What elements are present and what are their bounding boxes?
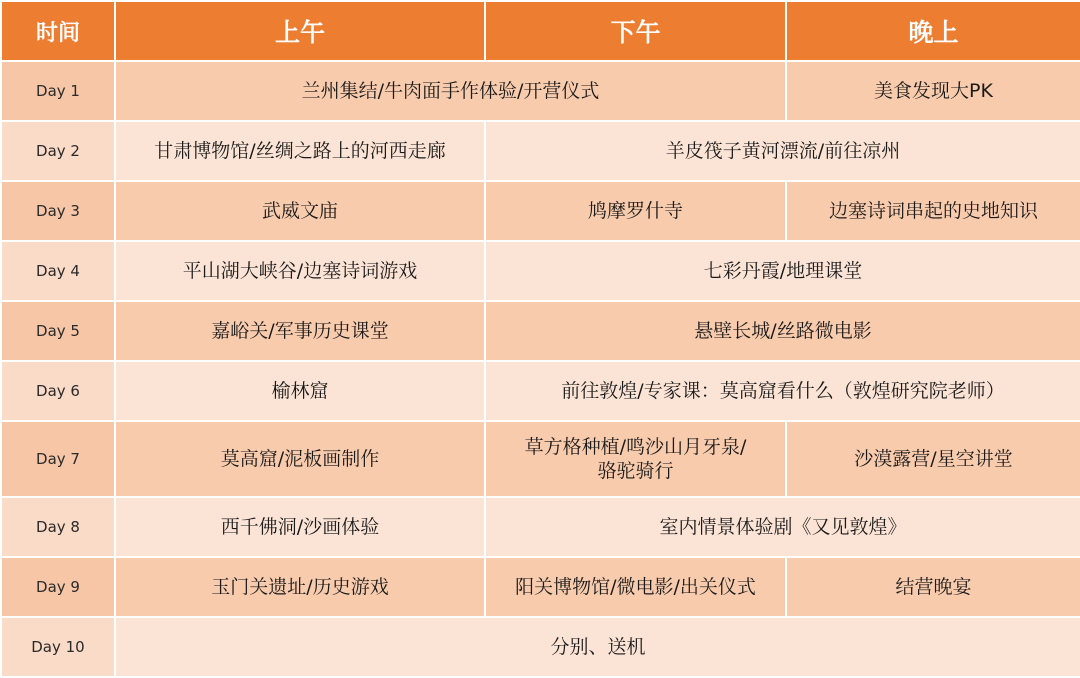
activity-morning: 甘肃博物馆/丝绸之路上的河西走廊 (115, 121, 485, 181)
activity-morning: 榆林窟 (115, 361, 485, 421)
activity-all-day: 分别、送机 (115, 617, 1080, 677)
header-row (1, 1, 1080, 61)
activity-afternoon-line-1: 草方格种植/鸣沙山月牙泉/ (524, 436, 747, 459)
activity-pm-evening: 羊皮筏子黄河漂流/前往凉州 (485, 121, 1080, 181)
table-row (1, 181, 1080, 241)
table-row (1, 121, 1080, 181)
table-row (1, 241, 1080, 301)
day-label: Day 1 (1, 61, 115, 121)
header-evening: 晚上 (786, 1, 1080, 61)
table-row (1, 361, 1080, 421)
day-label: Day 10 (1, 617, 115, 677)
activity-pm-evening: 前往敦煌/专家课：莫高窟看什么（敦煌研究院老师） (485, 361, 1080, 421)
activity-morning: 西千佛洞/沙画体验 (115, 497, 485, 557)
activity-morning: 莫高窟/泥板画制作 (115, 421, 485, 496)
header-morning: 上午 (115, 1, 485, 61)
header-time: 时间 (1, 1, 115, 61)
day-label: Day 2 (1, 121, 115, 181)
activity-morning: 武威文庙 (115, 181, 485, 241)
activity-evening: 结营晚宴 (786, 557, 1080, 617)
day-label: Day 9 (1, 557, 115, 617)
activity-morning: 玉门关遗址/历史游戏 (115, 557, 485, 617)
day-label: Day 5 (1, 301, 115, 361)
activity-pm-evening: 室内情景体验剧《又见敦煌》 (485, 497, 1080, 557)
table-row (1, 61, 1080, 121)
activity-evening: 边塞诗词串起的史地知识 (786, 181, 1080, 241)
table-row (1, 557, 1080, 617)
table-row (1, 497, 1080, 557)
day-label: Day 8 (1, 497, 115, 557)
table-row (1, 301, 1080, 361)
table-row (1, 617, 1080, 677)
day-label: Day 6 (1, 361, 115, 421)
activity-afternoon (485, 421, 786, 496)
activity-am-pm: 兰州集结/牛肉面手作体验/开营仪式 (115, 61, 786, 121)
table-row (1, 421, 1080, 496)
activity-morning: 平山湖大峡谷/边塞诗词游戏 (115, 241, 485, 301)
activity-pm-evening: 七彩丹霞/地理课堂 (485, 241, 1080, 301)
activity-afternoon: 阳关博物馆/微电影/出关仪式 (485, 557, 786, 617)
day-label: Day 3 (1, 181, 115, 241)
day-label: Day 4 (1, 241, 115, 301)
activity-evening: 美食发现大PK (786, 61, 1080, 121)
day-label: Day 7 (1, 421, 115, 496)
activity-morning: 嘉峪关/军事历史课堂 (115, 301, 485, 361)
activity-afternoon-line-2: 骆驼骑行 (597, 460, 674, 483)
activity-evening: 沙漠露营/星空讲堂 (786, 421, 1080, 496)
activity-pm-evening: 悬壁长城/丝路微电影 (485, 301, 1080, 361)
activity-afternoon: 鸠摩罗什寺 (485, 181, 786, 241)
header-afternoon: 下午 (485, 1, 786, 61)
